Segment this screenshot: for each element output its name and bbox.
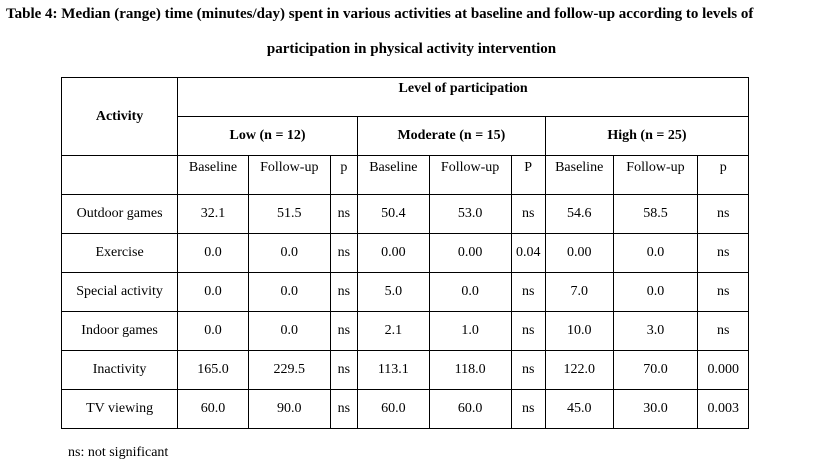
cell-value: 0.0: [248, 234, 330, 273]
cell-value: 229.5: [248, 351, 330, 390]
cell-value: 0.0: [178, 234, 249, 273]
cell-value: 118.0: [429, 351, 511, 390]
table-row: [62, 273, 749, 312]
cell-value: 70.0: [613, 351, 698, 390]
cell-value: ns: [698, 273, 749, 312]
cell-value: ns: [330, 234, 357, 273]
cell-value: ns: [330, 273, 357, 312]
row-activity-label: Inactivity: [62, 351, 178, 390]
cell-value: ns: [511, 273, 545, 312]
row-activity-label: Special activity: [62, 273, 178, 312]
cell-value: 113.1: [357, 351, 429, 390]
cell-value: 0.0: [178, 273, 249, 312]
cell-value: 50.4: [357, 195, 429, 234]
table-row: [62, 351, 749, 390]
table-title-line-2: participation in physical activity intervention: [266, 41, 557, 57]
subheader-blank: [62, 156, 178, 195]
subheader-low-p: p: [330, 156, 357, 195]
cell-value: 0.0: [613, 234, 698, 273]
cell-value: 0.0: [248, 273, 330, 312]
row-activity-label: Outdoor games: [62, 195, 178, 234]
cell-value: 90.0: [248, 390, 330, 429]
header-activity: Activity: [62, 78, 178, 156]
table-row: [62, 195, 749, 234]
cell-value: 54.6: [545, 195, 613, 234]
cell-value: 60.0: [357, 390, 429, 429]
cell-value: 0.04: [511, 234, 545, 273]
header-level-of-participation: Level of participation: [178, 78, 749, 117]
cell-value: 7.0: [545, 273, 613, 312]
header-group-high: High (n = 25): [545, 117, 748, 156]
cell-value: ns: [511, 312, 545, 351]
cell-value: 165.0: [178, 351, 249, 390]
footnote: ns: not significant: [68, 445, 169, 460]
header-group-moderate: Moderate (n = 15): [357, 117, 545, 156]
cell-value: 45.0: [545, 390, 613, 429]
activity-table: [61, 77, 749, 429]
subheader-low-followup: Follow-up: [248, 156, 330, 195]
cell-value: 0.0: [429, 273, 511, 312]
cell-value: 0.00: [357, 234, 429, 273]
subheader-high-followup: Follow-up: [613, 156, 698, 195]
cell-value: 2.1: [357, 312, 429, 351]
header-group-low: Low (n = 12): [178, 117, 358, 156]
cell-value: ns: [698, 312, 749, 351]
subheader-high-p: p: [698, 156, 749, 195]
subheader-low-baseline: Baseline: [178, 156, 249, 195]
cell-value: ns: [330, 312, 357, 351]
cell-value: 0.00: [429, 234, 511, 273]
row-activity-label: Exercise: [62, 234, 178, 273]
cell-value: 32.1: [178, 195, 249, 234]
subheader-moderate-baseline: Baseline: [357, 156, 429, 195]
cell-value: 10.0: [545, 312, 613, 351]
cell-value: 122.0: [545, 351, 613, 390]
cell-value: ns: [511, 390, 545, 429]
cell-value: 5.0: [357, 273, 429, 312]
cell-value: ns: [511, 195, 545, 234]
cell-value: 0.0: [613, 273, 698, 312]
subheader-moderate-p: P: [511, 156, 545, 195]
cell-value: 60.0: [178, 390, 249, 429]
table-row: [62, 390, 749, 429]
subheader-moderate-followup: Follow-up: [429, 156, 511, 195]
cell-value: 30.0: [613, 390, 698, 429]
cell-value: 0.0: [178, 312, 249, 351]
table-title-line-1: Table 4: Median (range) time (minutes/day) spent in various activities at baseline and follow-up according to levels of: [6, 6, 754, 22]
table-row: [62, 312, 749, 351]
cell-value: 60.0: [429, 390, 511, 429]
cell-value: ns: [511, 351, 545, 390]
cell-value: 1.0: [429, 312, 511, 351]
cell-value: ns: [330, 195, 357, 234]
cell-value: 0.000: [698, 351, 749, 390]
cell-value: ns: [330, 351, 357, 390]
cell-value: 0.0: [248, 312, 330, 351]
table-row: [62, 234, 749, 273]
row-activity-label: Indoor games: [62, 312, 178, 351]
cell-value: 51.5: [248, 195, 330, 234]
subheader-high-baseline: Baseline: [545, 156, 613, 195]
cell-value: ns: [698, 234, 749, 273]
cell-value: ns: [330, 390, 357, 429]
cell-value: 3.0: [613, 312, 698, 351]
cell-value: 53.0: [429, 195, 511, 234]
cell-value: ns: [698, 195, 749, 234]
cell-value: 0.00: [545, 234, 613, 273]
cell-value: 0.003: [698, 390, 749, 429]
row-activity-label: TV viewing: [62, 390, 178, 429]
cell-value: 58.5: [613, 195, 698, 234]
